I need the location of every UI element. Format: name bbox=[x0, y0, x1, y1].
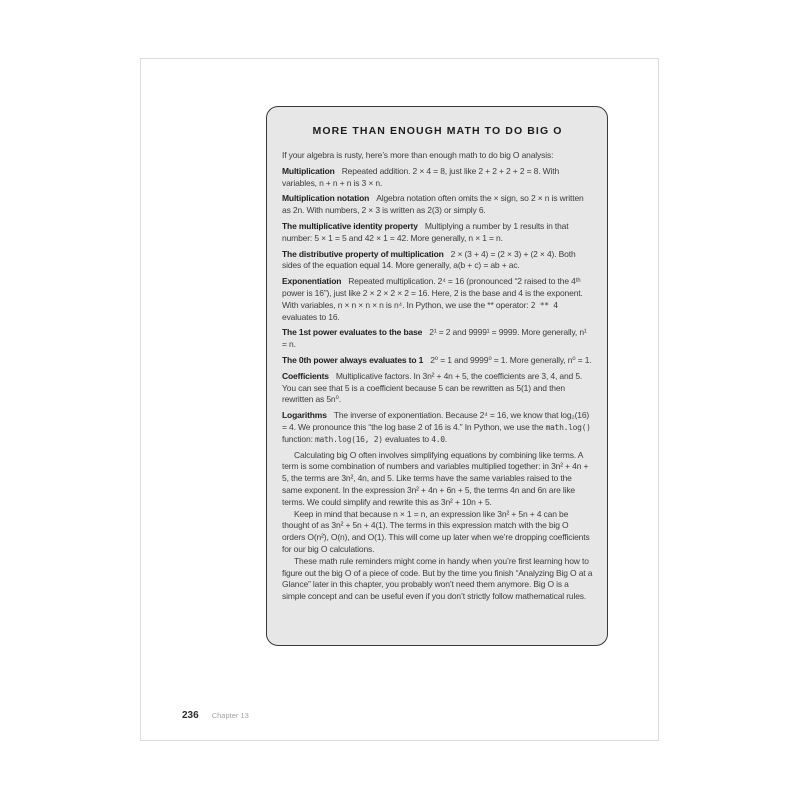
term-definition: 2 × (3 + 4) = (2 × 3) + (2 × 4). Both sides of the equation equal 14. More generally, a(b + c) = ab + ac. bbox=[282, 248, 576, 271]
term-label: Coefficients bbox=[282, 370, 329, 381]
box-title: MORE THAN ENOUGH MATH TO DO BIG O bbox=[312, 125, 563, 137]
term-label: Multiplication bbox=[282, 165, 335, 176]
term-definition: Repeated addition. 2 × 4 = 8, just like 2 + 2 + 2 + 2 = 8. With variables, n + n + n is 3 × n. bbox=[282, 165, 560, 188]
body-paragraph: Keep in mind that because n × 1 = n, an expression like 3n² + 5n + 4 can be thought of as 3n² + 5n + 4(1). The terms in this expression match with the big O orders O(n²), O(n), and O(1). This will come up later when we’re dropping coefficients for our big O calculations. bbox=[282, 508, 590, 554]
term-definition: . bbox=[444, 433, 447, 444]
definition-entry bbox=[282, 371, 593, 406]
definition-entry bbox=[282, 166, 593, 190]
callout-box bbox=[266, 106, 608, 646]
definition-entry bbox=[282, 410, 593, 445]
book-page bbox=[140, 58, 659, 741]
term-label: The multiplicative identity property bbox=[282, 220, 418, 231]
inline-code: 2 ** 4 bbox=[530, 300, 558, 310]
term-label: Exponentiation bbox=[282, 276, 342, 287]
term-label: The 1st power evaluates to the base bbox=[282, 327, 423, 338]
term-definition: Multiplying a number by 1 results in that number: 5 × 1 = 5 and 42 × 1 = 42. More generally, n × 1 = n. bbox=[282, 220, 569, 243]
inline-code: math.log(16, 2) bbox=[315, 434, 383, 444]
definition-entry bbox=[282, 249, 593, 273]
term-definition: The inverse of exponentiation. Because 2⁴ = 16, we know that log₂(16) = 4. We pronounce this “the log base 2 of 16 is 4.” In Python, we use the bbox=[282, 410, 590, 432]
term-label: The 0th power always evaluates to 1 bbox=[282, 354, 424, 365]
term-definition: Repeated multiplication. 2⁴ = 16 (pronounced “2 raised to the 4ᵗʰ power is 16”), just like 2 × 2 × 2 × 2 = 16. Here, 2 is the base and 4 is the exponent. With variables, n × n × n × n is n⁴. In Python, we use the ** operator: bbox=[282, 276, 583, 310]
definition-entry bbox=[282, 276, 593, 323]
term-label: Logarithms bbox=[282, 410, 327, 421]
intro-text: If your algebra is rusty, here’s more than enough math to do big O analysis: bbox=[282, 150, 554, 160]
page-number: 236 bbox=[182, 710, 199, 721]
term-definition: Multiplicative factors. In 3n² + 4n + 5, the coefficients are 3, 4, and 5. You can see that 5 is a coefficient because 5 can be rewritten as 5(1) and then rewritten as 5n⁰. bbox=[282, 370, 583, 405]
definition-entry bbox=[282, 327, 593, 351]
term-definition: evaluates to 16. bbox=[282, 311, 340, 322]
inline-code: math.log() bbox=[545, 422, 591, 432]
term-definition: 2⁰ = 1 and 9999⁰ = 1. More generally, n⁰ = 1. bbox=[430, 354, 592, 365]
term-definition: 2¹ = 2 and 9999¹ = 9999. More generally, n¹ = n. bbox=[282, 327, 587, 350]
term-label: The distributive property of multiplication bbox=[282, 248, 444, 259]
term-definition: function: bbox=[282, 433, 315, 444]
term-definition: Algebra notation often omits the × sign, so 2 × n is written as 2n. With numbers, 2 × 3 is written as 2(3) or simply 6. bbox=[282, 193, 584, 216]
inline-code: 4.0 bbox=[431, 434, 445, 444]
definition-entry bbox=[282, 193, 593, 217]
chapter-label: Chapter 13 bbox=[211, 711, 249, 720]
body-paragraph: These math rule reminders might come in handy when you’re first learning how to figure out the big O of a piece of code. But by the time you finish “Analyzing Big O at a Glance” later in this chapter, you probably won’t need them anymore. Big O is a simple concept and can be useful even if you don’t strictly follow mathematical rules. bbox=[282, 555, 593, 602]
definition-entry bbox=[282, 355, 593, 367]
page-footer bbox=[182, 705, 249, 723]
definition-entry bbox=[282, 221, 593, 245]
body-paragraph: Calculating big O often involves simplifying equations by combining like terms. A term is some combination of numbers and variables multiplied together: in 3n² + 4n + 5, the terms are 3n², 4n, and 5. Like terms have the same variables raised to the same exponent. In the expression 3n² + 4n + 6n + 5, the terms 4n and 6n are like terms. We could simplify and rewrite this as 3n² + 10n + 5. bbox=[282, 449, 589, 507]
term-label: Multiplication notation bbox=[282, 193, 370, 204]
term-definition: evaluates to bbox=[382, 433, 432, 444]
